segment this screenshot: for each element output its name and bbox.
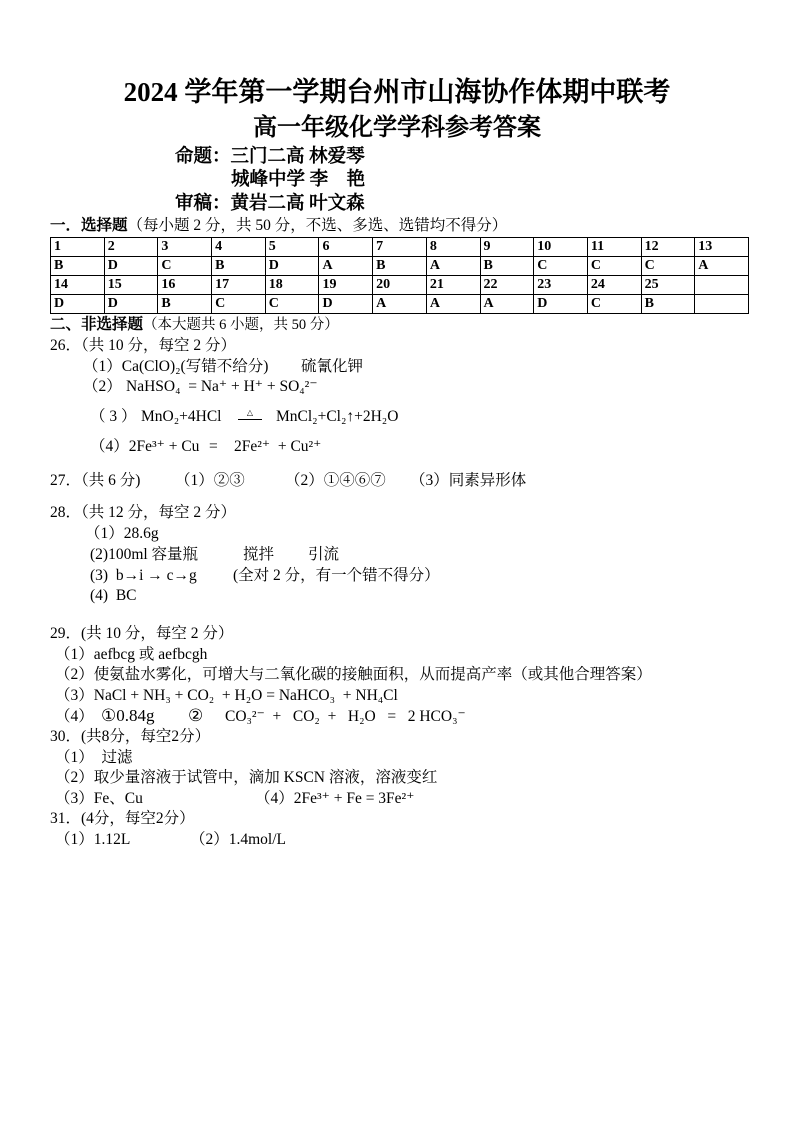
q26-answer-3-reactants: MnO₂+4HCl <box>141 408 222 425</box>
table-cell: D <box>104 257 158 276</box>
table-cell: 19 <box>319 276 373 295</box>
q30-answer-2: （2）取少量溶液于试管中，滴加 KSCN 溶液，溶液变红 <box>55 769 438 786</box>
section1-heading <box>50 216 507 236</box>
q26-answer-4-left: （4）2Fe³⁺ + Cu <box>90 438 200 455</box>
table-cell: C <box>212 295 266 314</box>
q28-answer-3b: (全对 2 分，有一个错不得分） <box>233 567 440 584</box>
q29-answer-2: （2）使氨盐水雾化，可增大与二氧化碳的接触面积，从而提高产率（或其他合理答案） <box>55 666 652 683</box>
table-cell: A <box>695 257 749 276</box>
q26-answer-2-label: （2） <box>83 378 122 395</box>
q26-answer-1a: （1）Ca(ClO)₂(写错不给分) <box>83 358 269 375</box>
q27-answer-3: （3）同素异形体 <box>410 472 527 489</box>
q27-answer-2: （2）①④⑥⑦ <box>285 472 386 489</box>
table-cell: B <box>480 257 534 276</box>
q27-heading: 27．（共 6 分) <box>50 472 141 489</box>
table-cell: B <box>212 257 266 276</box>
q28-answer-3a: (3) b→i → c→g <box>90 567 197 584</box>
q30-answer-3: （3）Fe、Cu <box>55 790 143 807</box>
table-cell-empty <box>695 276 749 295</box>
table-cell: 21 <box>426 276 480 295</box>
table-cell: 16 <box>158 276 212 295</box>
table-cell: C <box>587 257 641 276</box>
table-row-answers-2 <box>51 295 749 314</box>
q26-answer-4-right: 2Fe²⁺ + Cu²⁺ <box>234 438 322 455</box>
table-cell: 18 <box>265 276 319 295</box>
q29-answer-4a: ①0.84g <box>101 706 155 725</box>
q28-answer-4: (4) BC <box>90 587 137 604</box>
q26-answer-3-products: MnCl₂+Cl₂↑+2H₂O <box>276 408 399 425</box>
q26-heading: 26．（共 10 分，每空 2 分） <box>50 337 237 354</box>
q29-answer-4b-marker: ② <box>188 706 204 725</box>
q28-answer-2a: (2)100ml 容量瓶 <box>90 546 199 563</box>
reviewer-line <box>175 193 365 215</box>
table-cell: A <box>426 257 480 276</box>
table-cell: B <box>158 295 212 314</box>
q26-answer-1b: 硫氰化钾 <box>301 358 364 375</box>
proposer-1: 三门二高 林爱琴 <box>230 147 365 167</box>
table-cell: 3 <box>158 238 212 257</box>
table-cell: 22 <box>480 276 534 295</box>
table-cell: 7 <box>373 238 427 257</box>
q30-answer-1: （1） 过滤 <box>55 749 133 766</box>
table-cell: 6 <box>319 238 373 257</box>
section2-note: （本大题共 6 小题，共 50 分） <box>143 317 339 333</box>
q26-answer-4-equals: = <box>209 438 218 455</box>
q26-answer-3-label: （ 3 ） <box>90 408 137 425</box>
table-cell: 17 <box>212 276 266 295</box>
q28-heading: 28．（共 12 分，每空 2 分） <box>50 504 237 521</box>
proposer-label: 命题： <box>175 147 231 167</box>
answer-table <box>50 237 749 314</box>
table-cell: B <box>51 257 105 276</box>
q29-answer-4b-equation: CO₃²⁻ + CO₂ + H₂O = 2 HCO₃⁻ <box>225 708 466 725</box>
section1-label: 一．选择题 <box>50 217 128 234</box>
q31-heading: 31．(4分，每空2分） <box>50 810 195 827</box>
table-cell: 10 <box>534 238 588 257</box>
table-cell: D <box>319 295 373 314</box>
table-cell: 13 <box>695 238 749 257</box>
table-cell: 9 <box>480 238 534 257</box>
table-cell: 12 <box>641 238 695 257</box>
table-cell: D <box>51 295 105 314</box>
q28-answer-2c: 引流 <box>308 546 340 563</box>
table-cell: 1 <box>51 238 105 257</box>
proposer-line <box>175 146 365 168</box>
table-cell: D <box>534 295 588 314</box>
table-cell: 24 <box>587 276 641 295</box>
table-cell: 15 <box>104 276 158 295</box>
table-cell: 5 <box>265 238 319 257</box>
table-cell: 14 <box>51 276 105 295</box>
section2-label: 二、非选择题 <box>50 316 144 333</box>
table-cell: 8 <box>426 238 480 257</box>
table-cell: 11 <box>587 238 641 257</box>
table-cell: A <box>426 295 480 314</box>
q30-answer-4: （4）2Fe³⁺ + Fe = 3Fe²⁺ <box>255 790 415 807</box>
table-cell: A <box>480 295 534 314</box>
table-cell: D <box>265 257 319 276</box>
document-subtitle: 高一年级化学学科参考答案 <box>253 115 541 141</box>
table-row-answers-1 <box>51 257 749 276</box>
q28-answer-1: （1）28.6g <box>85 525 159 542</box>
table-cell: 4 <box>212 238 266 257</box>
q27-answer-1: （1）②③ <box>175 472 245 489</box>
reviewer-name: 黄岩二高 叶文森 <box>230 194 365 214</box>
table-cell: C <box>158 257 212 276</box>
table-cell: A <box>373 295 427 314</box>
table-cell: 2 <box>104 238 158 257</box>
table-cell: A <box>319 257 373 276</box>
table-cell: B <box>373 257 427 276</box>
table-cell: D <box>104 295 158 314</box>
table-cell: C <box>587 295 641 314</box>
reviewer-label: 审稿： <box>175 194 231 214</box>
table-cell: C <box>534 257 588 276</box>
table-cell: C <box>641 257 695 276</box>
proposer-2: 城峰中学 李 艳 <box>231 170 366 190</box>
table-cell: 20 <box>373 276 427 295</box>
heating-condition-sign: △ <box>238 408 262 420</box>
table-cell: C <box>265 295 319 314</box>
table-cell-empty <box>695 295 749 314</box>
q31-answer-2: （2）1.4mol/L <box>190 831 287 848</box>
document-title: 2024 学年第一学期台州市山海协作体期中联考 <box>123 77 671 107</box>
q30-heading: 30．(共8分，每空2分） <box>50 728 211 745</box>
q26-answer-2-equation: NaHSO₄ = Na⁺ + H⁺ + SO₄²⁻ <box>126 378 318 395</box>
q29-answer-1: （1）aefbcg 或 aefbcgh <box>55 646 208 663</box>
section1-note: （每小题 2 分，共 50 分，不选、多选、选错均不得分） <box>127 217 508 234</box>
table-row-numbers-1 <box>51 238 749 257</box>
q29-answer-4-label: （4） <box>55 708 94 725</box>
table-cell: B <box>641 295 695 314</box>
q31-answer-1: （1）1.12L <box>55 831 131 848</box>
table-row-numbers-2 <box>51 276 749 295</box>
section2-heading <box>50 315 339 335</box>
q29-answer-3: （3）NaCl + NH₃ + CO₂ + H₂O = NaHCO₃ + NH₄Cl <box>55 687 398 704</box>
table-cell: 23 <box>534 276 588 295</box>
table-cell: 25 <box>641 276 695 295</box>
q29-heading: 29．(共 10 分，每空 2 分） <box>50 625 234 642</box>
q28-answer-2b: 搅拌 <box>243 546 275 563</box>
